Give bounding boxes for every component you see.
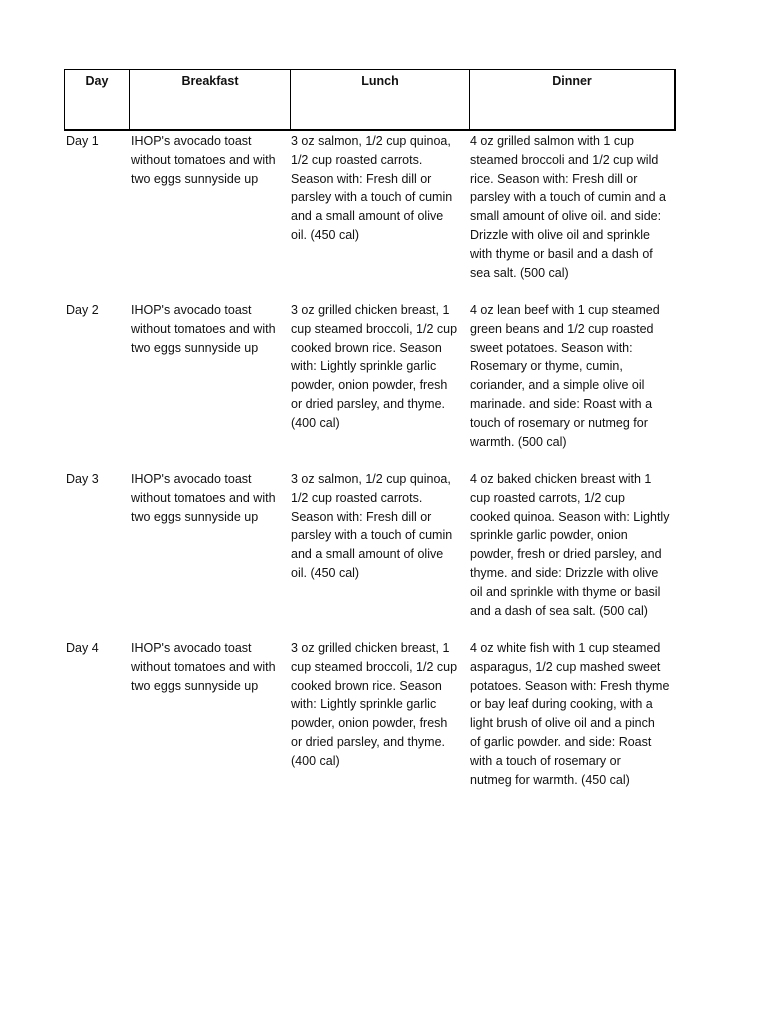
day-cell: Day 1 — [66, 134, 99, 148]
lunch-cell: 3 oz salmon, 1/2 cup quinoa, 1/2 cup roasted carrots. Season with: Fresh dill or parsley with a touch of cumin and a small amount of olive oil. (450 cal) — [291, 472, 453, 580]
day-cell: Day 3 — [66, 472, 99, 486]
table-header-row — [64, 69, 676, 131]
lunch-cell: 3 oz salmon, 1/2 cup quinoa, 1/2 cup roasted carrots. Season with: Fresh dill or parsley with a touch of cumin and a small amount of olive oil. (450 cal) — [291, 134, 453, 242]
header-breakfast: Breakfast — [130, 70, 291, 129]
table-row — [66, 301, 686, 470]
table-row — [66, 470, 686, 639]
header-dinner: Dinner — [552, 74, 592, 88]
header-day: Day — [65, 70, 130, 129]
breakfast-cell: IHOP's avocado toast without tomatoes and with two eggs sunnyside up — [131, 641, 276, 693]
table-row — [66, 639, 686, 808]
breakfast-cell: IHOP's avocado toast without tomatoes and with two eggs sunnyside up — [131, 134, 276, 186]
table-row — [66, 132, 686, 301]
breakfast-cell: IHOP's avocado toast without tomatoes and with two eggs sunnyside up — [131, 303, 276, 355]
breakfast-cell: IHOP's avocado toast without tomatoes and with two eggs sunnyside up — [131, 472, 276, 524]
lunch-cell: 3 oz grilled chicken breast, 1 cup steamed broccoli, 1/2 cup cooked brown rice. Season with: Lightly sprinkle garlic powder, onion powder, fresh or dried parsley, and thyme. (400 cal) — [291, 303, 458, 430]
dinner-cell: 4 oz grilled salmon with 1 cup steamed broccoli and 1/2 cup wild rice. Season with: Fresh dill or parsley with a touch of cumin and a small amount of olive oil. and side: Drizzle with olive oil and sprinkle with thyme or basil and a dash of sea salt. (500 cal) — [470, 134, 666, 280]
dinner-cell: 4 oz lean beef with 1 cup steamed green beans and 1/2 cup roasted sweet potatoes. Season with: Rosemary or thyme, cumin, coriander, and a simple olive oil marinade. and side: Roast with a touch of rosemary or nutmeg for warmth. (500 cal) — [470, 303, 660, 449]
day-cell: Day 4 — [66, 641, 99, 655]
lunch-cell: 3 oz grilled chicken breast, 1 cup steamed broccoli, 1/2 cup cooked brown rice. Season with: Lightly sprinkle garlic powder, onion powder, fresh or dried parsley, and thyme. (400 cal) — [291, 641, 458, 768]
table-body — [66, 132, 686, 808]
dinner-cell: 4 oz white fish with 1 cup steamed asparagus, 1/2 cup mashed sweet potatoes. Season with: Fresh thyme or bay leaf during cooking, with a light brush of olive oil and a pinch of garlic powder. and side: Roast with a touch of rosemary or nutmeg for warmth. (450 cal) — [470, 641, 670, 787]
day-cell: Day 2 — [66, 303, 99, 317]
dinner-cell: 4 oz baked chicken breast with 1 cup roasted carrots, 1/2 cup cooked quinoa. Season with: Lightly sprinkle garlic powder, onion powder, fresh or dried parsley, and thyme. and side: Drizzle with olive oil and sprinkle with thyme or basil and a dash of sea salt. (500 cal) — [470, 472, 670, 618]
header-lunch: Lunch — [291, 70, 470, 129]
